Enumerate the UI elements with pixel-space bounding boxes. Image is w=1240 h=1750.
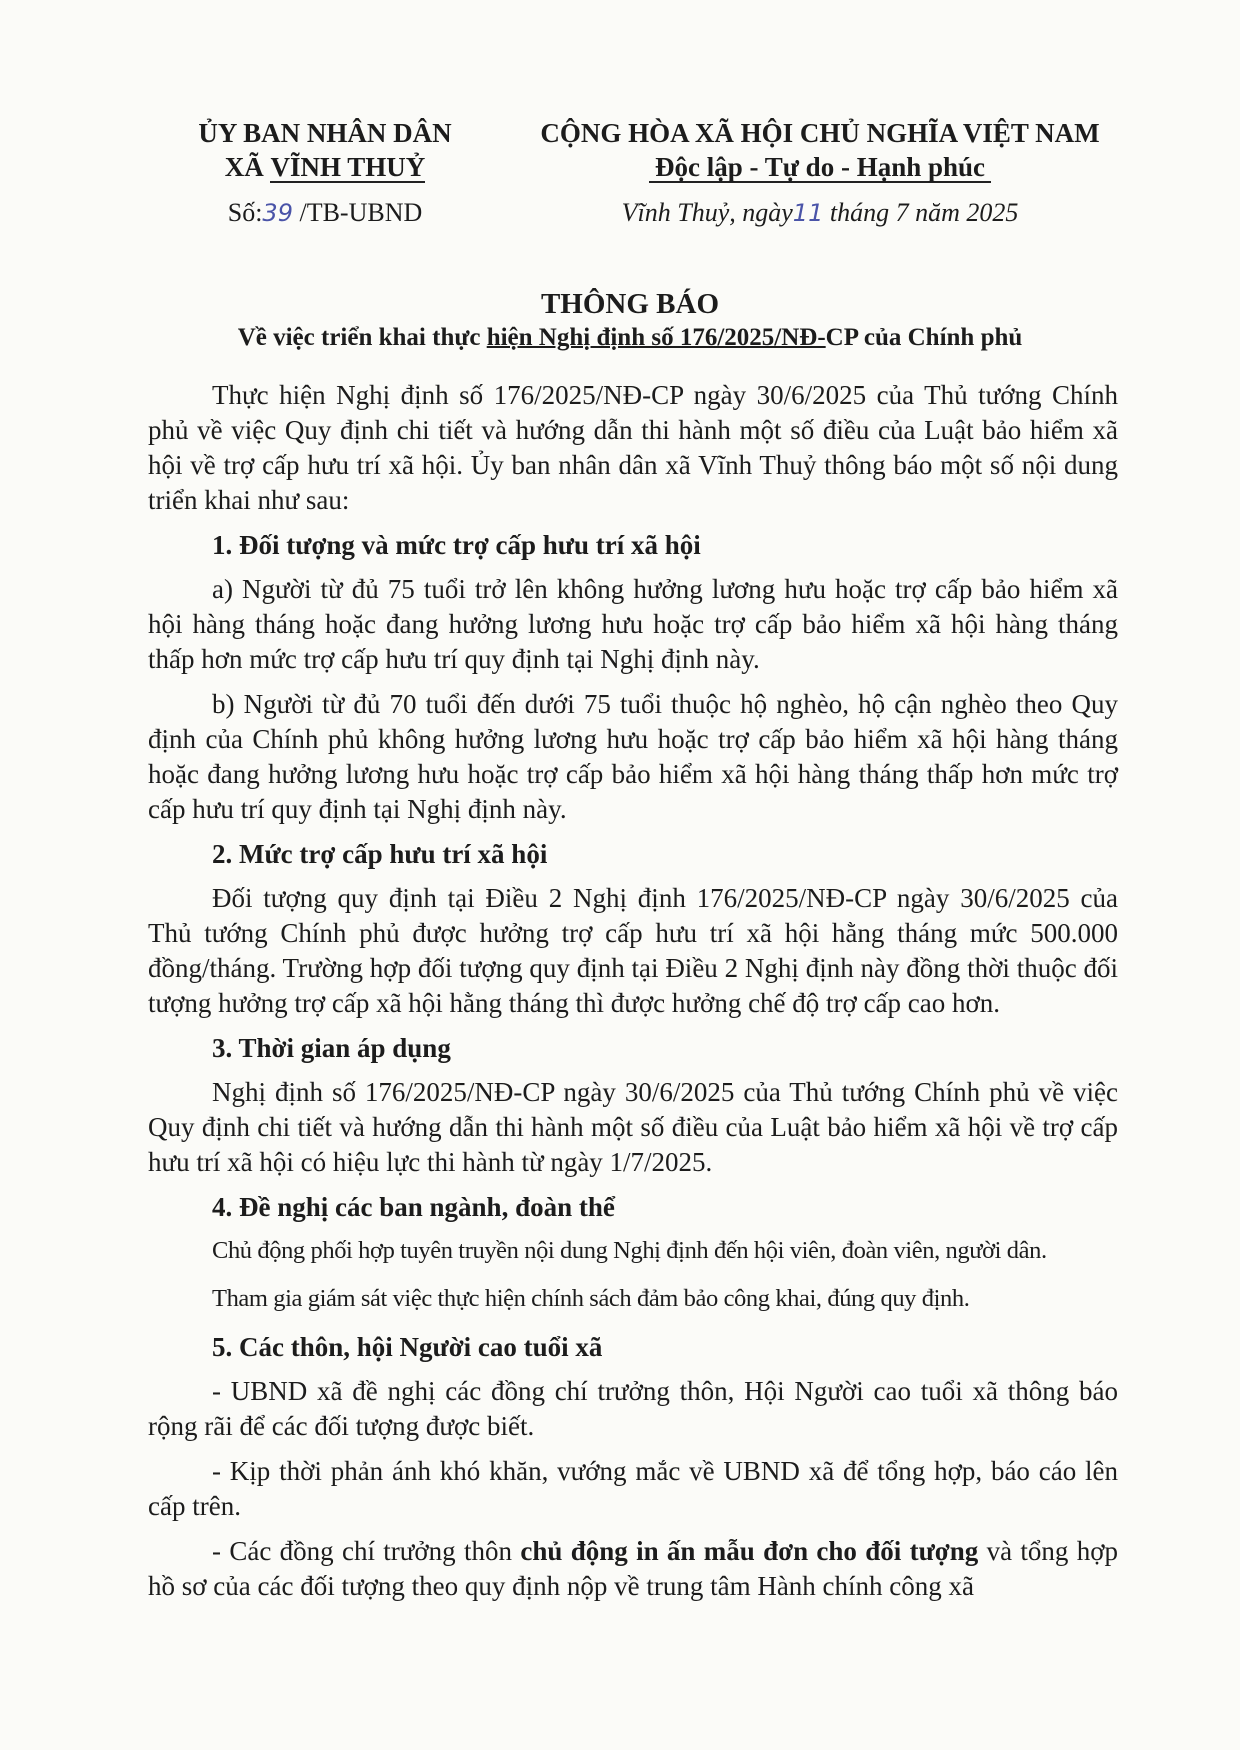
date-prefix: Vĩnh Thuỷ, ngày bbox=[621, 198, 793, 227]
section-3-heading: 3. Thời gian áp dụng bbox=[212, 1033, 451, 1063]
national-header bbox=[530, 116, 1110, 230]
document-title: THÔNG BÁO bbox=[540, 288, 720, 320]
date-day-handwritten: 11 bbox=[792, 199, 824, 227]
issuer-name: ỦY BAN NHÂN DÂN bbox=[198, 118, 452, 148]
document-body bbox=[148, 378, 1118, 1614]
date-suffix: tháng 7 năm 2025 bbox=[823, 198, 1019, 227]
section-4-heading: 4. Đề nghị các ban ngành, đoàn thể bbox=[212, 1192, 615, 1222]
document-number-suffix: /TB-UBND bbox=[292, 198, 423, 227]
section-5-p3-post: và tổng hợp hồ sơ của các đối tượng theo quy định nộp về trung tâm Hành chính công xã bbox=[148, 1536, 1119, 1601]
document-number bbox=[160, 196, 490, 230]
national-motto: Độc lập - Tự do - Hạnh phúc bbox=[649, 153, 991, 183]
document-number-prefix: Số: bbox=[227, 198, 263, 227]
section-2-paragraph: Đối tượng quy định tại Điều 2 Nghị định 176/2025/NĐ-CP ngày 30/6/2025 của Thủ tướng Chính phủ được hưởng trợ cấp hưu trí xã hội hằng tháng mức 500.000 đồng/tháng. Trường hợp đối tượng quy định tại Điều 2 Nghị định này đồng thời thuộc đối tượng hưởng trợ cấp xã hội hằng tháng thì được hưởng chế độ trợ cấp cao hơn. bbox=[148, 883, 1118, 1018]
section-5-paragraph-1: - UBND xã đề nghị các đồng chí trưởng thôn, Hội Người cao tuổi xã thông báo rộng rãi để các đối tượng được biết. bbox=[148, 1376, 1118, 1441]
section-2-heading: 2. Mức trợ cấp hưu trí xã hội bbox=[212, 839, 548, 869]
national-motto-line bbox=[530, 150, 1110, 184]
section-1-item-b: b) Người từ đủ 70 tuổi đến dưới 75 tuổi thuộc hộ nghèo, hộ cận nghèo theo Quy định của Chính phủ không hưởng lương hưu hoặc trợ cấp bảo hiểm xã hội hàng tháng hoặc đang hưởng lương hưu hoặc trợ cấp bảo hiểm xã hội hàng tháng thấp hơn mức trợ cấp hưu trí quy định tại Nghị định này. bbox=[148, 689, 1118, 824]
section-1-item-a: a) Người từ đủ 75 tuổi trở lên không hưởng lương hưu hoặc trợ cấp bảo hiểm xã hội hàng tháng hoặc đang hưởng lương hưu hoặc trợ cấp bảo hiểm xã hội hàng tháng thấp hơn mức trợ cấp hưu trí quy định tại Nghị định này. bbox=[148, 574, 1118, 674]
issuer-commune-name: VĨNH THUỶ bbox=[270, 152, 426, 182]
issuer-commune-prefix: XÃ bbox=[224, 152, 271, 182]
title-block bbox=[150, 286, 1110, 354]
section-4-paragraph-1: Chủ động phối hợp tuyên truyền nội dung Nghị định đến hội viên, đoàn viên, người dân. bbox=[212, 1237, 1047, 1264]
intro-paragraph: Thực hiện Nghị định số 176/2025/NĐ-CP ngày 30/6/2025 của Thủ tướng Chính phủ về việc Quy định chi tiết và hướng dẫn thi hành một số điều của Luật bảo hiểm xã hội về trợ cấp hưu trí xã hội. Ủy ban nhân dân xã Vĩnh Thuỷ thông báo một số nội dung triển khai như sau: bbox=[148, 380, 1118, 515]
section-1-heading: 1. Đối tượng và mức trợ cấp hưu trí xã hội bbox=[212, 530, 701, 560]
section-5-paragraph-2: - Kịp thời phản ánh khó khăn, vướng mắc về UBND xã để tổng hợp, báo cáo lên cấp trên. bbox=[148, 1456, 1118, 1521]
subtitle-underlined: hiện Nghị định số 176/2025/NĐ- bbox=[486, 324, 826, 351]
document-date bbox=[530, 196, 1110, 230]
document-subtitle bbox=[150, 322, 1110, 354]
section-5-p3-pre: - Các đồng chí trưởng thôn bbox=[212, 1536, 521, 1566]
issuer-commune bbox=[160, 150, 490, 184]
section-5-paragraph-3 bbox=[148, 1534, 1118, 1604]
section-5-heading: 5. Các thôn, hội Người cao tuổi xã bbox=[212, 1332, 603, 1362]
document-number-handwritten: 39 bbox=[262, 199, 293, 227]
issuer-block bbox=[160, 116, 490, 230]
subtitle-pre: Về việc triển khai thực bbox=[237, 324, 487, 351]
subtitle-post: CP của Chính phủ bbox=[825, 324, 1023, 351]
section-3-paragraph: Nghị định số 176/2025/NĐ-CP ngày 30/6/2025 của Thủ tướng Chính phủ về việc Quy định chi tiết và hướng dẫn thi hành một số điều của Luật bảo hiểm xã hội về trợ cấp hưu trí xã hội có hiệu lực thi hành từ ngày 1/7/2025. bbox=[148, 1077, 1118, 1177]
section-4-paragraph-2: Tham gia giám sát việc thực hiện chính sách đảm bảo công khai, đúng quy định. bbox=[212, 1285, 970, 1312]
section-5-p3-bold: chủ động in ấn mẫu đơn cho đối tượng bbox=[520, 1536, 979, 1566]
national-title: CỘNG HÒA XÃ HỘI CHỦ NGHĨA VIỆT NAM bbox=[540, 118, 1100, 148]
